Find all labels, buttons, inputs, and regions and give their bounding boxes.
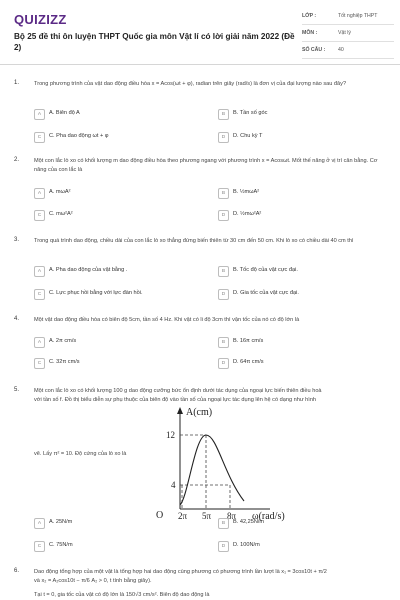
meta-row-subject — [302, 25, 394, 42]
option-letter-box: A — [34, 337, 45, 348]
option-text: A. 2π cm/s — [49, 338, 77, 344]
answer-option-d[interactable] — [218, 288, 378, 300]
answer-option-b[interactable] — [218, 108, 378, 120]
answer-option-c[interactable] — [34, 540, 194, 552]
option-text: D. Gia tốc của vật cực đại. — [233, 290, 299, 296]
question-text-line-2: với tần số f. Đồ thị biểu diễn sự phụ thuộc của biên độ vào tần số của ngoại lực tác dụng lên hệ có dạng như hình — [34, 397, 317, 403]
question-number: 2. — [14, 157, 20, 163]
answer-option-d[interactable] — [218, 209, 378, 221]
option-letter-box: A — [34, 188, 45, 199]
option-letter-box: B — [218, 266, 229, 277]
question-text: Trong quá trình dao động, chiều dài của con lắc lò xo thẳng đứng biến thiên từ 30 cm đến 50 cm. Khi lò xo có chiều dài 40 cm thì — [34, 238, 354, 244]
option-text: C. 32π cm/s — [49, 359, 80, 365]
option-text: B. Tần số góc — [233, 110, 268, 116]
option-letter-box: B — [218, 337, 229, 348]
meta-row-count — [302, 42, 394, 59]
meta-table — [302, 8, 394, 59]
question-number: 1. — [14, 80, 20, 86]
option-text: C. mω²A² — [49, 211, 73, 217]
answer-option-b[interactable] — [218, 336, 378, 348]
option-text: C. Pha dao động ωt + φ — [49, 133, 109, 139]
answer-option-a[interactable] — [34, 108, 194, 120]
y-axis-arrow — [177, 407, 183, 414]
x-tick-5pi: 5π — [202, 511, 212, 521]
resonance-curve — [180, 435, 244, 505]
question-text-line-3: Tại t = 0, gia tốc của vật có độ lớn là 150√3 cm/s². Biên độ dao động là — [34, 592, 210, 598]
option-letter-box: C — [34, 132, 45, 143]
answer-option-b[interactable] — [218, 517, 378, 529]
option-letter-box: C — [34, 289, 45, 300]
answer-option-d[interactable] — [218, 357, 378, 369]
meta-value: Tốt nghiệp THPT — [338, 13, 378, 19]
meta-key: MÔN : — [302, 30, 318, 36]
question-text-line-1: Một con lắc lò xo có khối lượng 100 g dao động cưỡng bức ổn định dưới tác dụng của ngoại lực biến thiên điều hoà — [34, 388, 322, 394]
option-letter-box: A — [34, 109, 45, 120]
answer-option-d[interactable] — [218, 540, 378, 552]
meta-key: SỐ CÂU : — [302, 47, 326, 53]
option-text: C. 75N/m — [49, 542, 73, 548]
option-text: B. 42,25N/m — [233, 519, 265, 525]
option-text: A. Pha dao động của vật bằng . — [49, 267, 128, 273]
option-text: B. ½mωA² — [233, 189, 260, 195]
y-tick-4: 4 — [171, 480, 176, 490]
meta-row-class — [302, 8, 394, 25]
answer-option-c[interactable] — [34, 131, 194, 143]
x-axis-label: ω(rad/s) — [252, 511, 285, 522]
x-tick-8pi: 8π — [227, 511, 237, 521]
option-text: B. Tốc độ của vật cực đại. — [233, 267, 298, 273]
answer-option-d[interactable] — [218, 131, 378, 143]
option-text: A. Biên độ A — [49, 110, 80, 116]
origin-label: O — [156, 510, 164, 521]
answer-option-a[interactable] — [34, 265, 194, 277]
answer-option-c[interactable] — [34, 288, 194, 300]
meta-value: 40 — [338, 47, 344, 53]
quizizz-logo: QUIZIZZ — [14, 12, 67, 27]
option-letter-box: B — [218, 518, 229, 529]
answer-option-b[interactable] — [218, 187, 378, 199]
document-header — [0, 0, 400, 65]
meta-value: Vật lý — [338, 30, 351, 36]
answer-option-b[interactable] — [218, 265, 378, 277]
amplitude-frequency-graph — [140, 405, 340, 525]
option-text: D. Chu kỳ T — [233, 133, 263, 139]
y-tick-12: 12 — [166, 430, 175, 440]
option-text: A. 25N/m — [49, 519, 73, 525]
question-text-line-3: vẽ. Lấy π² = 10. Độ cứng của lò xo là — [34, 451, 127, 457]
document-title: Bộ 25 đề thi ôn luyện THPT Quốc gia môn Vật lí có lời giải năm 2022 (Đề 2) — [14, 32, 295, 52]
option-letter-box: A — [34, 266, 45, 277]
option-letter-box: B — [218, 109, 229, 120]
answer-option-a[interactable] — [34, 336, 194, 348]
option-text: B. 16π cm/s — [233, 338, 264, 344]
answer-option-c[interactable] — [34, 357, 194, 369]
option-letter-box: D — [218, 210, 229, 221]
option-letter-box: C — [34, 210, 45, 221]
question-number: 6. — [14, 568, 20, 574]
option-text: A. mωA² — [49, 189, 71, 195]
option-letter-box: B — [218, 188, 229, 199]
question-text: Một con lắc lò xo có khối lượng m dao động điều hòa theo phương ngang với phương trình x = Acosωt. Mốt thế năng ở vị trí cân bằng. Cơ năng của con lắc là — [34, 158, 378, 173]
question-number: 4. — [14, 316, 20, 322]
answer-option-c[interactable] — [34, 209, 194, 221]
x-tick-2pi: 2π — [178, 511, 188, 521]
option-text: D. 100N/m — [233, 542, 260, 548]
answer-option-a[interactable] — [34, 517, 194, 529]
option-text: D. ½mω²A² — [233, 211, 262, 217]
question-text-line-1: Dao động tổng hợp của một vật là tổng hợp hai dao động cùng phương có phương trình lần lượt là x₁ = 3cos10t + π/2 — [34, 569, 327, 575]
option-letter-box: D — [218, 289, 229, 300]
question-text: Một vật dao động điều hòa có biên độ 5cm, tần số 4 Hz. Khi vật có li độ 3cm thì vận tốc của nó có độ lớn là — [34, 317, 300, 323]
option-letter-box: A — [34, 518, 45, 529]
question-number: 3. — [14, 237, 20, 243]
question-number: 5. — [14, 387, 20, 393]
question-text: Trong phương trình của vật dao động điều hòa x = Acos(ωt + φ), radian trên giây (rad/s) là đơn vị của đại lượng nào sau đây? — [34, 81, 347, 87]
option-letter-box: D — [218, 132, 229, 143]
option-letter-box: D — [218, 541, 229, 552]
option-text: C. Lực phục hồi bằng với lực đàn hồi. — [49, 290, 143, 296]
option-letter-box: C — [34, 358, 45, 369]
question-text-line-2: và x₂ = A₂cos10t − π/6 A₂ > 0, t tính bằng giây). — [34, 578, 152, 584]
option-letter-box: C — [34, 541, 45, 552]
option-letter-box: D — [218, 358, 229, 369]
option-text: D. 64π cm/s — [233, 359, 264, 365]
meta-key: LỚP : — [302, 13, 317, 19]
answer-option-a[interactable] — [34, 187, 194, 199]
y-axis-label: A(cm) — [186, 407, 213, 418]
